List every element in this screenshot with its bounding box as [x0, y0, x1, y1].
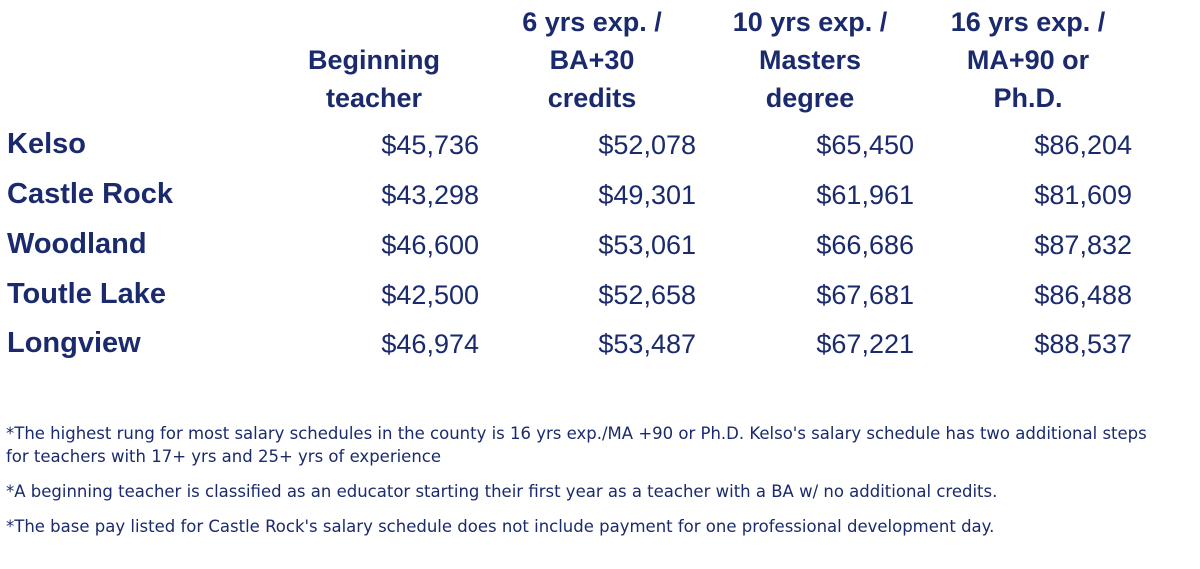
- row-label-woodland: Woodland: [7, 228, 147, 260]
- footnote-beginning-teacher: *A beginning teacher is classified as an educator starting their first year as a teacher with a BA w/ no additional credits.: [6, 482, 998, 501]
- salary-cell: $52,658: [598, 280, 696, 310]
- row-label-castle-rock: Castle Rock: [7, 178, 174, 210]
- salary-cell: $65,450: [816, 130, 914, 160]
- column-header-3: 10 yrs exp. / Masters degree: [732, 7, 888, 113]
- salary-cell: $42,500: [381, 280, 479, 310]
- row-label-longview: Longview: [7, 327, 141, 359]
- footnote-highest-rung: *The highest rung for most salary schedules in the county is 16 yrs exp./MA +90 or Ph.D. Kelso's salary schedule has two additional steps for teachers with 17+ yrs and 25+ yrs of experience: [6, 424, 1147, 466]
- salary-cell: $67,221: [816, 329, 914, 359]
- footnote-castle-rock: *The base pay listed for Castle Rock's salary schedule does not include payment for one professional development day.: [6, 517, 995, 536]
- salary-cell: $67,681: [816, 280, 914, 310]
- salary-cell: $46,974: [381, 329, 479, 359]
- row-label-kelso: Kelso: [7, 128, 86, 160]
- salary-cell: $86,204: [1034, 130, 1132, 160]
- salary-cell: $49,301: [598, 180, 696, 210]
- footnotes: [6, 422, 1156, 550]
- salary-cell: $43,298: [381, 180, 479, 210]
- salary-cell: $88,537: [1034, 329, 1132, 359]
- salary-cell: $81,609: [1034, 180, 1132, 210]
- salary-cell: $66,686: [816, 230, 914, 260]
- salary-cell: $87,832: [1034, 230, 1132, 260]
- salary-cell: $61,961: [816, 180, 914, 210]
- salary-cell: $53,487: [598, 329, 696, 359]
- salary-cell: $45,736: [381, 130, 479, 160]
- salary-cell: $86,488: [1034, 280, 1132, 310]
- row-label-toutle-lake: Toutle Lake: [7, 278, 166, 310]
- column-header-4: 16 yrs exp. / MA+90 or Ph.D.: [950, 7, 1106, 113]
- column-header-1: Beginning teacher: [308, 45, 440, 113]
- salary-cell: $46,600: [381, 230, 479, 260]
- salary-cell: $53,061: [598, 230, 696, 260]
- column-header-2: 6 yrs exp. / BA+30 credits: [522, 7, 662, 113]
- salary-cell: $52,078: [598, 130, 696, 160]
